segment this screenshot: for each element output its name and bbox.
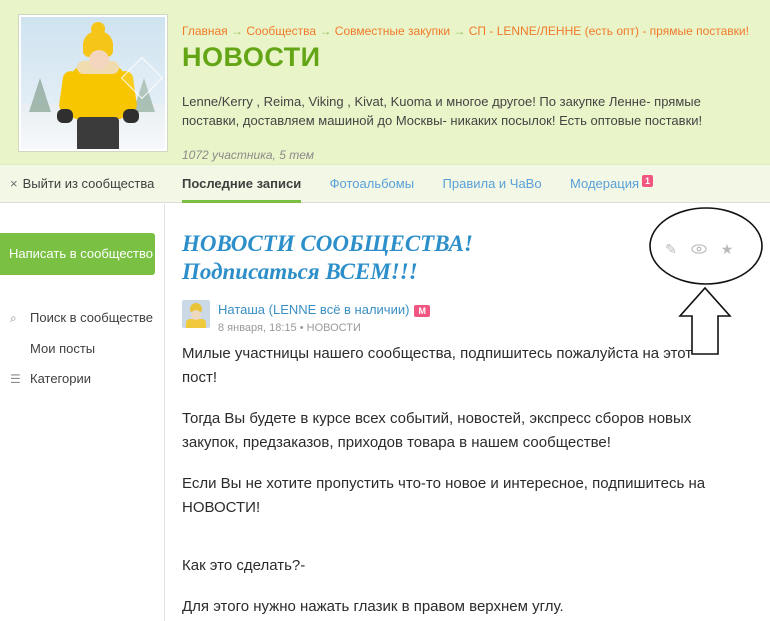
tab-photoalbums-label: Фотоальбомы (329, 176, 415, 191)
tab-bar (0, 165, 770, 203)
post-paragraph-5: Для этого нужно нажать глазик в правом верхнем углу. (182, 598, 564, 615)
star-icon[interactable]: ★ (720, 241, 734, 257)
post-date: 8 января, 18:15 (218, 322, 297, 334)
post-title[interactable] (182, 230, 612, 286)
tab-latest-posts-label: Последние записи (182, 176, 302, 191)
post-content (166, 204, 770, 621)
leave-community-label: Выйти из сообщества (22, 176, 155, 191)
tab-photoalbums[interactable] (330, 165, 414, 203)
post-author[interactable] (218, 302, 430, 317)
author-avatar[interactable] (182, 300, 210, 328)
post-paragraph-4: Как это сделать?- (182, 557, 306, 574)
leave-community-button[interactable] (10, 176, 154, 191)
sidebar (0, 204, 165, 621)
post-body (182, 342, 718, 621)
tab-rules-faq-label: Правила и ЧаВо (442, 176, 542, 191)
sidebar-item-categories[interactable] (10, 371, 91, 386)
tab-rules-faq[interactable] (443, 165, 542, 203)
post-action-icons (662, 240, 738, 258)
tab-moderation[interactable] (570, 165, 653, 203)
list-icon: ☰ (10, 372, 21, 386)
close-icon: × (10, 176, 18, 191)
tab-moderation-label: Модерация (570, 176, 639, 191)
breadcrumb-separator-0: → (231, 24, 244, 38)
photo-person-face (89, 50, 109, 70)
post-paragraph-3: Если Вы не хотите пропустить что-то новое и интересное, подпишитесь на НОВОСТИ! (182, 475, 706, 516)
breadcrumb-separator-2: → (453, 24, 466, 38)
breadcrumb-separator-1: → (319, 24, 332, 38)
post-title-line-1: НОВОСТИ СООБЩЕСТВА! (182, 231, 473, 256)
search-icon: ⌕ (10, 311, 17, 325)
breadcrumb (182, 24, 749, 38)
breadcrumb-item-3[interactable]: СП - LENNE/ЛЕННЕ (есть опт) - прямые поставки! (468, 24, 749, 38)
sidebar-item-my-posts-label: Мои посты (30, 341, 96, 356)
community-header (0, 0, 770, 165)
author-avatar-body (186, 319, 206, 328)
breadcrumb-item-0[interactable]: Главная (182, 24, 228, 38)
photo-person-glove-left (57, 109, 73, 123)
tab-moderation-badge: 1 (642, 175, 653, 187)
edit-icon[interactable]: ✎ (665, 241, 677, 257)
post-paragraph-2: Тогда Вы будете в курсе всех событий, новостей, экспресс сборов новых закупок, предзаказов, приходов товара в нашем сообществе! (182, 410, 692, 451)
tab-list (182, 165, 677, 203)
photo-tree-left (29, 78, 51, 112)
post-paragraph-1: Милые участницы нашего сообщества, подпишитесь пожалуйста на этот пост! (182, 345, 693, 386)
post-title-line-2: Подписаться ВСЕМ!!! (182, 259, 418, 284)
sidebar-item-categories-label: Категории (30, 371, 91, 386)
post-meta-line (218, 322, 361, 334)
breadcrumb-item-2[interactable]: Совместные закупки (334, 24, 451, 38)
sidebar-item-my-posts[interactable] (10, 341, 95, 356)
post-meta-separator: • (299, 322, 304, 334)
breadcrumb-item-1[interactable]: Сообщества (246, 24, 317, 38)
page-title: НОВОСТИ (182, 42, 321, 72)
community-avatar[interactable] (18, 14, 168, 152)
author-avatar-face (191, 310, 201, 320)
photo-person-glove-right (123, 109, 139, 123)
sidebar-item-search-label: Поиск в сообществе (30, 310, 153, 325)
photo-person-legs (77, 117, 119, 149)
post-category[interactable]: НОВОСТИ (306, 322, 361, 334)
tab-latest-posts[interactable] (182, 165, 301, 203)
post-author-name: Наташа (LENNE всё в наличии) (218, 302, 410, 317)
avatar-photo (21, 17, 165, 149)
eye-icon[interactable] (690, 240, 708, 258)
community-stats: 1072 участника, 5 тем (182, 148, 314, 162)
author-moderator-badge: М (414, 305, 430, 317)
community-description: Lenne/Kerry , Reima, Viking , Kivat, Kuoma и многое другое! По закупке Ленне- прямые поставки, доставляем машиной до Москвы- никаких посылок! Есть оптовые поставки! (182, 94, 703, 128)
write-to-community-button[interactable]: Написать в сообщество (0, 233, 155, 275)
sidebar-item-search[interactable] (10, 310, 153, 326)
